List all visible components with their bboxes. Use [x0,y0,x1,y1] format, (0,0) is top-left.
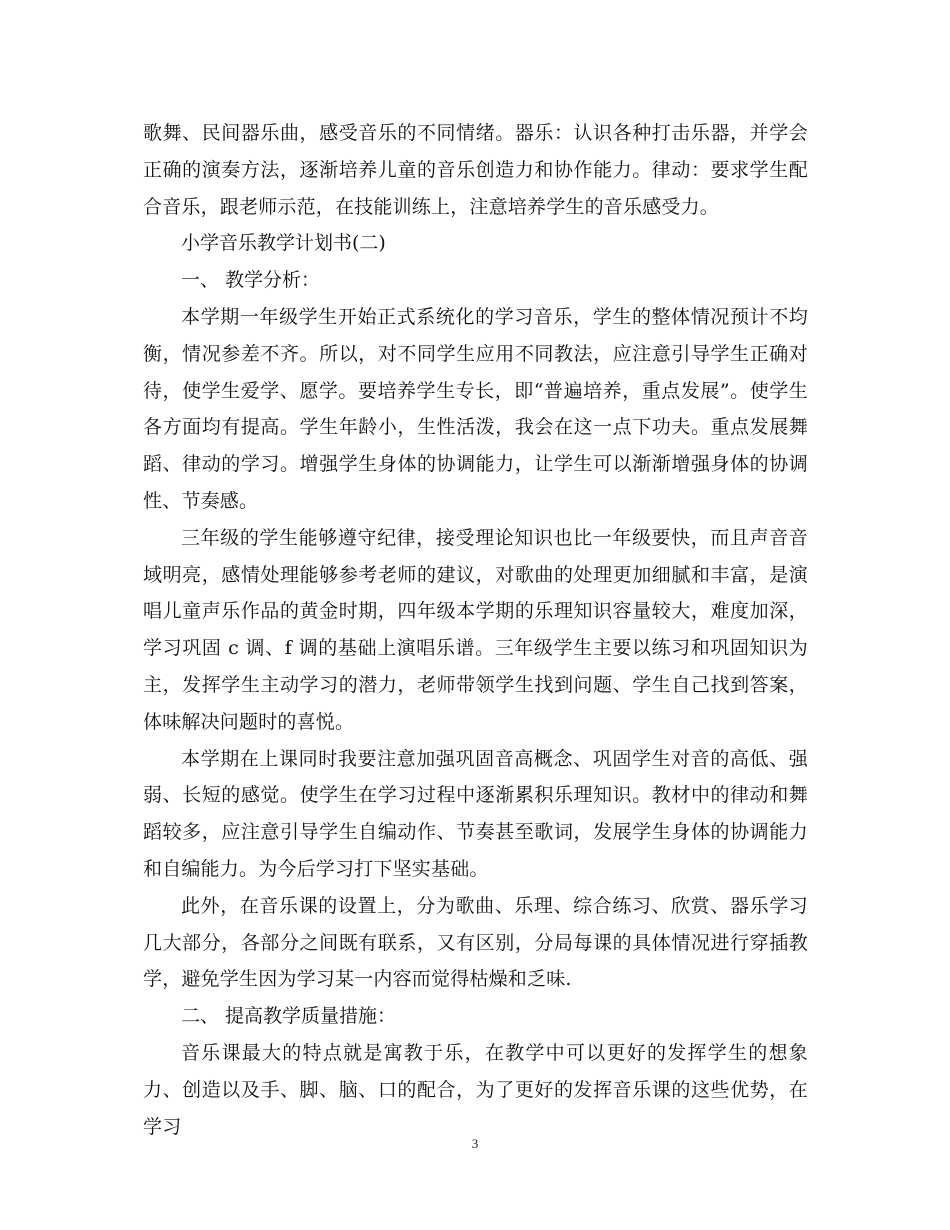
page-number: 3 [471,1136,479,1151]
paragraph-grade-one: 本学期一年级学生开始正式系统化的学习音乐，学生的整体情况预计不均衡，情况参差不齐。所以，对不同学生应用不同教法，应注意引导学生正确对待，使学生爱学、愿学。要培养学生专长，即“普遍培养，重点发展”。使学生各方面均有提高。学生年龄小，生性活泼，我会在这一点下功夫。重点发展舞蹈、律动的学习。增强学生身体的协调能力，让学生可以渐渐增强身体的协调性、节奏感。 [143,305,808,512]
paragraph-grade-three: 三年级的学生能够遵守纪律，接受理论知识也比一年级要快，而且声音音域明亮，感情处理能够参考老师的建议，对歌曲的处理更加细腻和丰富，是演唱儿童声乐作品的黄金时期，四年级本学期的乐理知识容量较大，难度加深，学习巩固 c 调、f 调的基础上演唱乐谱。三年级学生主要以练习和巩固知识为主，发挥学生主动学习的潜力，老师带领学生找到问题、学生自己找到答案，体味解决问题时的喜悦。 [143,526,808,733]
section-heading-teaching-analysis: 一、 教学分析： [181,269,321,292]
paragraph-teaching-features: 音乐课最大的特点就是寓教于乐，在教学中可以更好的发挥学生的想象力、创造以及手、脚、脑、口的配合，为了更好的发挥音乐课的这些优势，在学习 [143,1041,808,1138]
paragraph-course-structure: 此外，在音乐课的设置上，分为歌曲、乐理、综合练习、欣赏、器乐学习几大部分，各部分之间既有联系，又有区别，分局每课的具体情况进行穿插教学，避免学生因为学习某一内容而觉得枯燥和乏味. [143,894,808,991]
paragraph-pitch-concepts: 本学期在上课同时我要注意加强巩固音高概念、巩固学生对音的高低、强弱、长短的感觉。使学生在学习过程中逐渐累积乐理知识。教材中的律动和舞蹈较多，应注意引导学生自编动作、节奏甚至歌词，发展学生身体的协调能力和自编能力。为今后学习打下坚实基础。 [143,747,808,880]
section-heading-quality-measures: 二、 提高教学质量措施： [181,1005,397,1028]
section-title: 小学音乐教学计划书(二) [181,232,386,255]
paragraph-continued: 歌舞、民间器乐曲，感受音乐的不同情绪。器乐：认识各种打击乐器，并学会正确的演奏方法，逐渐培养儿童的音乐创造力和协作能力。律动：要求学生配合音乐，跟老师示范，在技能训练上，注意培养学生的音乐感受力。 [143,122,808,218]
document-body [143,115,808,1145]
